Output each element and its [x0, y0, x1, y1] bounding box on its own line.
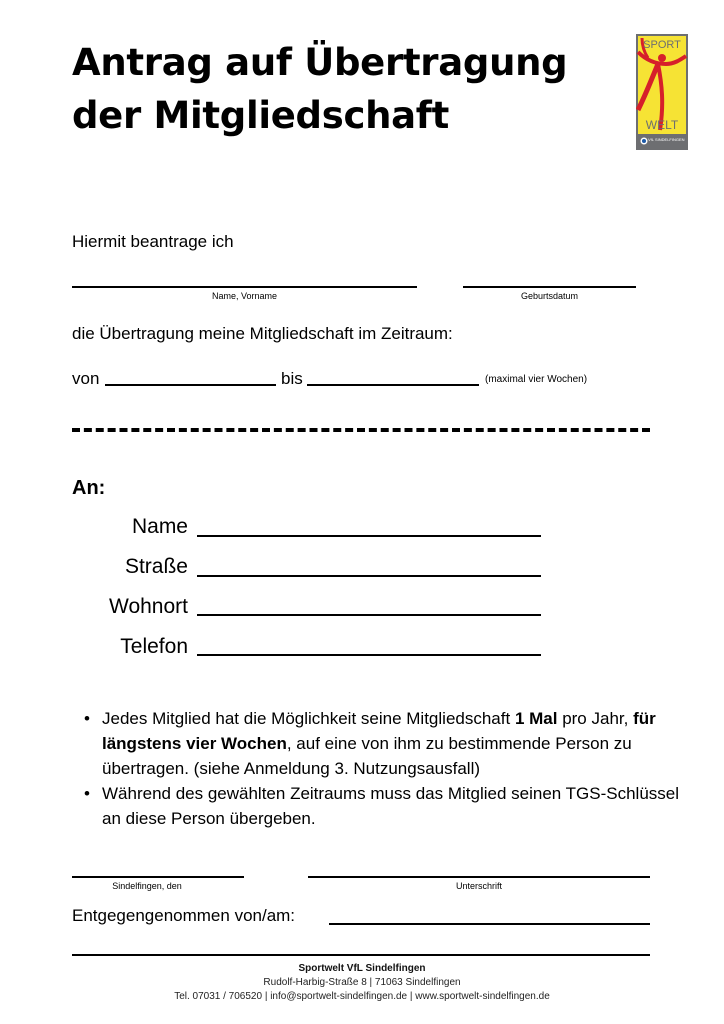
recipient-street-line[interactable] [197, 575, 541, 577]
geburtsdatum-line[interactable] [463, 286, 636, 288]
sportwelt-logo [636, 34, 688, 150]
title-line-2: der Mitgliedschaft [72, 94, 449, 137]
received-line-2[interactable] [72, 954, 650, 956]
period-to-label: bis [281, 369, 303, 388]
bullet1-part1: Jedes Mitglied hat die Möglichkeit seine Mitgliedschaft [102, 709, 515, 728]
info-list [84, 706, 684, 831]
period-from-label: von [72, 369, 100, 388]
period-note: (maximal vier Wochen) [485, 374, 588, 385]
place-date-label: Sindelfingen, den [112, 881, 182, 891]
received-label: Entgegengenommen von/am: [72, 906, 296, 925]
period-sentence: die Übertragung meine Mitgliedschaft im Zeitraum: [72, 324, 453, 343]
recipient-city-line[interactable] [197, 614, 541, 616]
recipient-phone-line[interactable] [197, 654, 541, 656]
name-vorname-label: Name, Vorname [211, 291, 278, 301]
page-title [72, 36, 567, 142]
logo-bottom-text: WELT [645, 118, 679, 132]
recipient-phone-label: Telefon [120, 635, 188, 658]
recipient-street-label: Straße [124, 555, 188, 578]
bullet1-bold2: für längstens vier Wochen [102, 709, 656, 753]
recipient-city-label: Wohnort [109, 595, 188, 618]
signature-line[interactable] [308, 876, 650, 878]
geburtsdatum-label: Geburtsdatum [520, 291, 579, 301]
bullet1-part2: pro Jahr, [557, 709, 634, 728]
logo-band-text: VfL SINDELFINGEN [648, 137, 685, 142]
cut-line [72, 428, 650, 432]
bullet1-bold1: 1 Mal [514, 709, 558, 728]
sportwelt-logo-graphic [636, 34, 688, 150]
footer-contact: Tel. 07031 / 706520 | info@sportwelt-sindelfingen.de | www.sportwelt-sindelfingen.de [174, 991, 550, 1002]
footer-address: Rudolf-Harbig-Straße 8 | 71063 Sindelfingen [263, 977, 461, 988]
period-to-line[interactable] [307, 384, 479, 386]
info-list-item-2: • Während des gewählten Zeitraums muss das Mitglied seinen TGS-Schlüssel an diese Person übergeben. [84, 781, 684, 831]
recipient-name-label: Name [131, 515, 188, 538]
received-line[interactable] [329, 923, 650, 925]
info-list-item-1 [84, 706, 684, 781]
title-line-1: Antrag auf Übertragung [72, 41, 568, 84]
period-from-line[interactable] [105, 384, 276, 386]
intro-text: Hiermit beantrage ich [72, 232, 234, 251]
recipient-name-line[interactable] [197, 535, 541, 537]
footer-org: Sportwelt VfL Sindelfingen [298, 963, 426, 974]
logo-top-text: SPORT [643, 39, 681, 51]
place-date-line[interactable] [72, 876, 244, 878]
bullet1-part3: , auf eine von ihm zu bestimmende Person zu übertragen. (siehe Anmeldung 3. Nutzungsausfall) [102, 734, 632, 778]
signature-label: Unterschrift [455, 881, 502, 891]
recipient-heading: An: [72, 477, 106, 499]
name-vorname-line[interactable] [72, 286, 417, 288]
